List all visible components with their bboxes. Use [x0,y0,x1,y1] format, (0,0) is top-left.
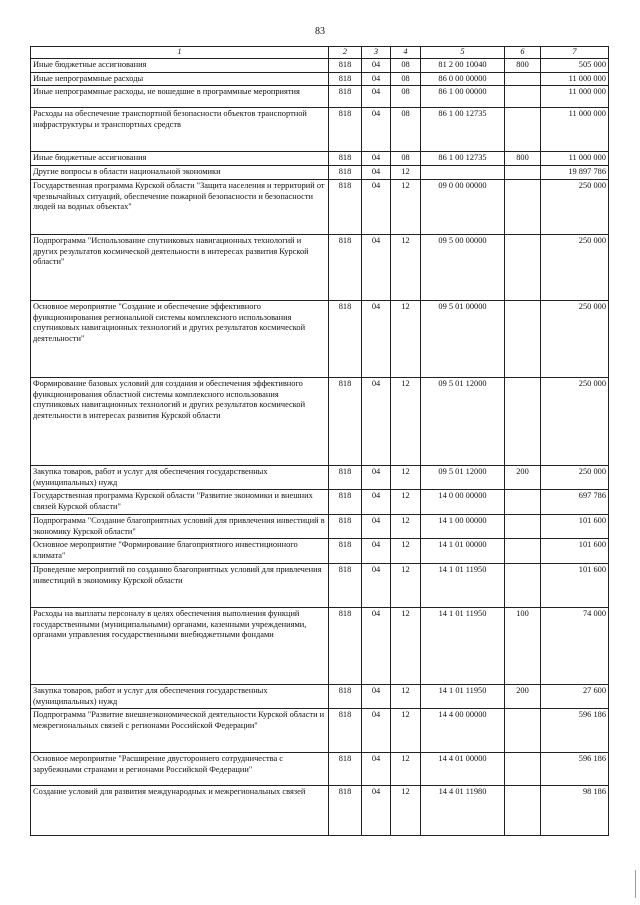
row-grbs: 818 [329,166,362,180]
row-amount: 27 600 [541,684,609,709]
row-name: Расходы на обеспечение транспортной безопасности объектов транспортной инфраструктуры и транспортных средств [31,108,329,152]
row-target-article: 09 0 00 00000 [421,179,505,234]
table-row [31,490,609,515]
row-subsection: 12 [391,377,421,465]
row-expense-type [505,786,541,836]
row-grbs: 818 [329,300,362,377]
row-section: 04 [362,709,391,753]
row-grbs: 818 [329,86,362,108]
row-target-article: 09 5 01 12000 [421,377,505,465]
row-section: 04 [362,86,391,108]
row-grbs: 818 [329,786,362,836]
row-expense-type [505,514,541,539]
table-row [31,179,609,234]
row-target-article: 81 2 00 10040 [421,58,505,72]
row-target-article: 14 1 01 11950 [421,684,505,709]
row-name: Иные непрограммные расходы [31,72,329,86]
table-row [31,166,609,180]
table-row [31,539,609,564]
row-expense-type [505,377,541,465]
header-subsection: 4 [391,47,421,59]
row-target-article: 14 1 01 11950 [421,563,505,607]
row-name: Закупка товаров, работ и услуг для обеспечения государственных (муниципальных) нужд [31,684,329,709]
row-grbs: 818 [329,490,362,515]
row-amount: 250 000 [541,465,609,490]
row-expense-type [505,753,541,786]
row-grbs: 818 [329,72,362,86]
row-amount: 11 000 000 [541,72,609,86]
header-amount: 7 [541,47,609,59]
row-target-article: 86 1 00 12735 [421,152,505,166]
row-subsection: 12 [391,786,421,836]
row-expense-type: 800 [505,58,541,72]
row-name: Создание условий для развития международных и межрегиональных связей [31,786,329,836]
row-name: Основное мероприятие "Формирование благоприятного инвестиционного климата" [31,539,329,564]
row-name: Подпрограмма "Использование спутниковых навигационных технологий и других результатов космической деятельности в интересах развития Курской области" [31,234,329,300]
row-name: Подпрограмма "Развитие внешнеэкономической деятельности Курской области и межрегиональных связей с регионами Российской Федерации" [31,709,329,753]
row-amount: 101 600 [541,563,609,607]
row-target-article: 09 5 00 00000 [421,234,505,300]
row-section: 04 [362,563,391,607]
row-name: Проведение мероприятий по созданию благоприятных условий для привлечения инвестиций в экономику Курской области [31,563,329,607]
row-target-article: 86 1 00 00000 [421,86,505,108]
row-target-article [421,166,505,180]
row-amount: 19 897 786 [541,166,609,180]
row-target-article: 14 1 01 11950 [421,607,505,684]
row-grbs: 818 [329,563,362,607]
table-row [31,152,609,166]
row-expense-type [505,179,541,234]
row-amount: 250 000 [541,234,609,300]
row-name: Закупка товаров, работ и услуг для обеспечения государственных (муниципальных) нужд [31,465,329,490]
row-subsection: 08 [391,58,421,72]
table-row [31,607,609,684]
row-expense-type [505,300,541,377]
row-name: Основное мероприятие "Расширение двустороннего сотрудничества с зарубежными странами и регионами Российской Федерации" [31,753,329,786]
row-amount: 101 600 [541,514,609,539]
row-grbs: 818 [329,607,362,684]
row-target-article: 86 0 00 00000 [421,72,505,86]
row-subsection: 12 [391,709,421,753]
table-row [31,58,609,72]
row-subsection: 08 [391,86,421,108]
table-row [31,300,609,377]
table-row [31,753,609,786]
row-expense-type [505,86,541,108]
row-expense-type [505,108,541,152]
row-expense-type [505,563,541,607]
row-subsection: 12 [391,234,421,300]
table-row [31,563,609,607]
row-target-article: 14 4 00 00000 [421,709,505,753]
row-amount: 596 186 [541,709,609,753]
header-target-article: 5 [421,47,505,59]
table-row [31,72,609,86]
table-row [31,465,609,490]
row-grbs: 818 [329,539,362,564]
row-amount: 11 000 000 [541,86,609,108]
table-row [31,377,609,465]
row-section: 04 [362,300,391,377]
row-grbs: 818 [329,234,362,300]
row-section: 04 [362,108,391,152]
row-target-article: 09 5 01 00000 [421,300,505,377]
header-name: 1 [31,47,329,59]
row-expense-type [505,539,541,564]
table-row [31,786,609,836]
header-grbs: 2 [329,47,362,59]
row-name: Государственная программа Курской области "Защита населения и территорий от чрезвычайных ситуаций, обеспечение пожарной безопасности и безопасности людей на водных объектах" [31,179,329,234]
row-expense-type: 100 [505,607,541,684]
row-section: 04 [362,234,391,300]
table-row [31,86,609,108]
row-amount: 11 000 000 [541,108,609,152]
row-subsection: 12 [391,514,421,539]
row-subsection: 12 [391,684,421,709]
row-subsection: 12 [391,563,421,607]
row-section: 04 [362,58,391,72]
row-expense-type [505,234,541,300]
row-subsection: 12 [391,465,421,490]
row-target-article: 14 4 01 00000 [421,753,505,786]
table-row [31,709,609,753]
row-section: 04 [362,72,391,86]
scan-edge-mark [635,870,636,898]
row-grbs: 818 [329,179,362,234]
row-grbs: 818 [329,152,362,166]
row-name: Иные бюджетные ассигнования [31,152,329,166]
row-expense-type [505,166,541,180]
row-name: Государственная программа Курской области "Развитие экономики и внешних связей Курской области" [31,490,329,515]
row-name: Иные непрограммные расходы, не вошедшие в программные мероприятия [31,86,329,108]
row-expense-type [505,709,541,753]
row-amount: 98 186 [541,786,609,836]
row-subsection: 12 [391,490,421,515]
row-subsection: 12 [391,607,421,684]
row-expense-type [505,490,541,515]
row-expense-type: 800 [505,152,541,166]
header-section: 3 [362,47,391,59]
header-row [31,47,609,59]
row-section: 04 [362,607,391,684]
row-name: Расходы на выплаты персоналу в целях обеспечения выполнения функций государственными (муниципальными) органами, казенными учреждениями, органами управления государственными внебюджетными фондами [31,607,329,684]
row-target-article: 14 1 01 00000 [421,539,505,564]
row-subsection: 08 [391,72,421,86]
row-grbs: 818 [329,58,362,72]
row-expense-type: 200 [505,684,541,709]
row-subsection: 08 [391,152,421,166]
row-target-article: 14 4 01 11980 [421,786,505,836]
row-section: 04 [362,539,391,564]
header-expense-type: 6 [505,47,541,59]
row-section: 04 [362,179,391,234]
row-amount: 74 000 [541,607,609,684]
row-section: 04 [362,465,391,490]
row-subsection: 12 [391,300,421,377]
table-row [31,108,609,152]
row-subsection: 12 [391,539,421,564]
row-amount: 250 000 [541,377,609,465]
row-section: 04 [362,684,391,709]
row-section: 04 [362,786,391,836]
row-section: 04 [362,377,391,465]
row-name: Иные бюджетные ассигнования [31,58,329,72]
row-name: Основное мероприятие "Создание и обеспечение эффективного функционирования региональной системы комплексного использования спутниковых навигационных технологий и других результатов космической деятельности" [31,300,329,377]
row-subsection: 12 [391,179,421,234]
table-row [31,514,609,539]
row-subsection: 12 [391,753,421,786]
row-amount: 697 786 [541,490,609,515]
row-name: Подпрограмма "Создание благоприятных условий для привлечения инвестиций в экономику Курской области" [31,514,329,539]
row-amount: 11 000 000 [541,152,609,166]
row-expense-type [505,72,541,86]
row-section: 04 [362,514,391,539]
row-grbs: 818 [329,465,362,490]
row-target-article: 86 1 00 12735 [421,108,505,152]
row-grbs: 818 [329,377,362,465]
row-name: Формирование базовых условий для создания и обеспечения эффективного функционирования областной системы комплексного использования спутниковых навигационных технологий и других результатов космической деятельности в интересах развития Курской области [31,377,329,465]
row-section: 04 [362,753,391,786]
row-subsection: 12 [391,166,421,180]
row-grbs: 818 [329,514,362,539]
table-row [31,234,609,300]
row-name: Другие вопросы в области национальной экономики [31,166,329,180]
row-grbs: 818 [329,108,362,152]
row-amount: 250 000 [541,179,609,234]
row-section: 04 [362,490,391,515]
row-grbs: 818 [329,684,362,709]
row-subsection: 08 [391,108,421,152]
row-section: 04 [362,152,391,166]
row-target-article: 14 1 00 00000 [421,514,505,539]
budget-table [30,46,609,836]
row-target-article: 14 0 00 00000 [421,490,505,515]
table-row [31,684,609,709]
row-amount: 250 000 [541,300,609,377]
row-section: 04 [362,166,391,180]
row-grbs: 818 [329,753,362,786]
row-amount: 596 186 [541,753,609,786]
row-grbs: 818 [329,709,362,753]
row-target-article: 09 5 01 12000 [421,465,505,490]
row-expense-type: 200 [505,465,541,490]
row-amount: 505 000 [541,58,609,72]
page-number: 83 [315,26,325,37]
row-amount: 101 600 [541,539,609,564]
